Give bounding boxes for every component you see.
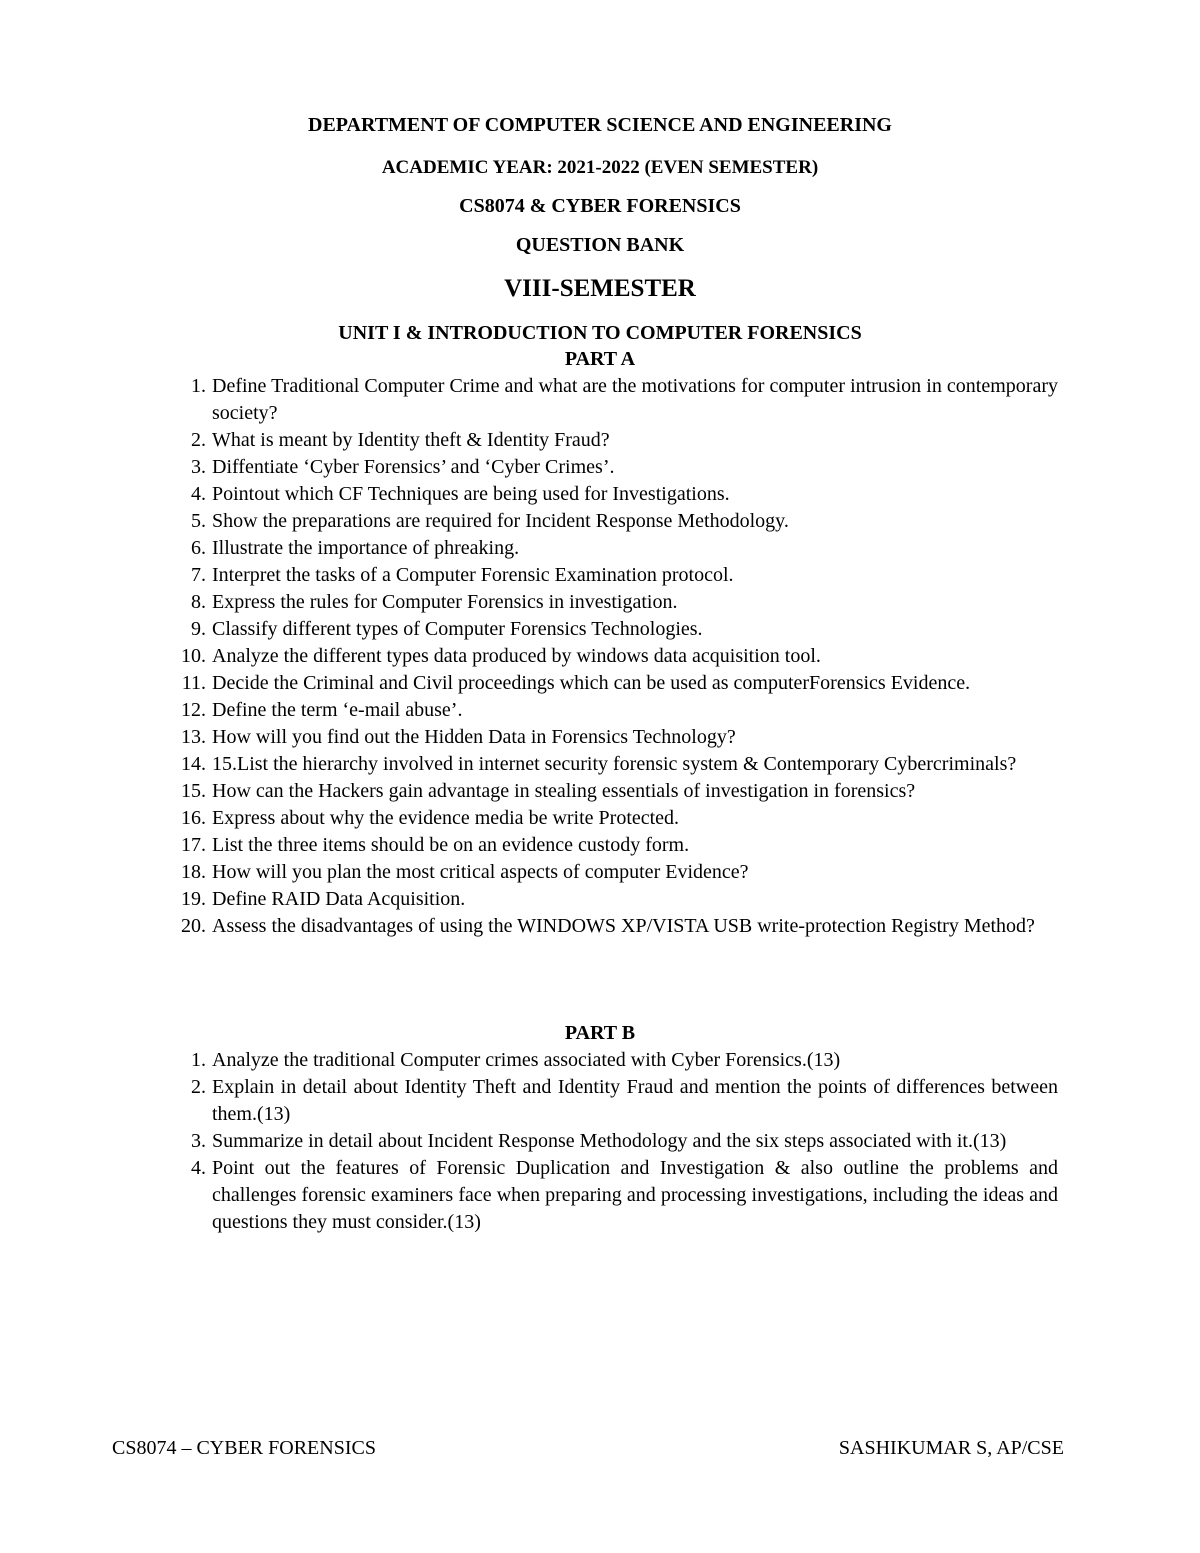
question-text: Define RAID Data Acquisition. xyxy=(212,888,466,910)
question-number: 6. xyxy=(191,537,206,559)
question-text: How will you find out the Hidden Data in Forensics Technology? xyxy=(212,726,736,748)
list-item xyxy=(170,589,1058,616)
list-item xyxy=(170,724,1058,751)
list-item xyxy=(170,562,1058,589)
question-text: Show the preparations are required for Incident Response Methodology. xyxy=(212,510,789,532)
question-number: 3. xyxy=(191,456,206,478)
question-number: 11. xyxy=(181,672,206,694)
question-number: 12. xyxy=(181,699,206,721)
question-text: How will you plan the most critical aspects of computer Evidence? xyxy=(212,861,749,883)
question-number: 4. xyxy=(191,1157,206,1179)
footer-course: CS8074 – CYBER FORENSICS xyxy=(112,1437,376,1459)
list-item xyxy=(170,535,1058,562)
list-item xyxy=(170,1128,1058,1155)
question-text: Diffentiate ‘Cyber Forensics’ and ‘Cyber Crimes’. xyxy=(212,456,615,478)
question-text: Define the term ‘e-mail abuse’. xyxy=(212,699,463,721)
list-item xyxy=(170,454,1058,481)
question-number: 16. xyxy=(181,807,206,829)
question-number: 1. xyxy=(191,375,206,397)
question-number: 1. xyxy=(191,1049,206,1071)
list-item xyxy=(170,913,1058,940)
question-number: 5. xyxy=(191,510,206,532)
list-item xyxy=(170,427,1058,454)
semester-heading: VIII-SEMESTER xyxy=(504,275,696,302)
question-text: What is meant by Identity theft & Identity Fraud? xyxy=(212,429,610,451)
course-heading: CS8074 & CYBER FORENSICS xyxy=(459,195,741,217)
list-item xyxy=(170,751,1058,778)
list-item xyxy=(170,616,1058,643)
question-number: 4. xyxy=(191,483,206,505)
unit-title: UNIT I & INTRODUCTION TO COMPUTER FORENSICS xyxy=(338,322,862,344)
list-item xyxy=(170,886,1058,913)
list-item xyxy=(170,481,1058,508)
question-text: Decide the Criminal and Civil proceedings which can be used as computerForensics Evidence. xyxy=(212,672,971,694)
list-item xyxy=(170,373,1058,427)
question-text: Analyze the traditional Computer crimes associated with Cyber Forensics.(13) xyxy=(212,1049,841,1071)
list-item xyxy=(170,1155,1058,1236)
question-text: Pointout which CF Techniques are being used for Investigations. xyxy=(212,483,730,505)
question-text: How can the Hackers gain advantage in stealing essentials of investigation in forensics? xyxy=(212,780,916,802)
question-number: 8. xyxy=(191,591,206,613)
question-number: 2. xyxy=(191,429,206,451)
part-a-question-list xyxy=(170,373,1058,940)
list-item xyxy=(170,832,1058,859)
question-text: Classify different types of Computer Forensics Technologies. xyxy=(212,618,703,640)
list-item xyxy=(170,670,1058,697)
list-item xyxy=(170,643,1058,670)
question-text: Define Traditional Computer Crime and what are the motivations for computer intrusion in contemporary society? xyxy=(212,375,1058,424)
list-item xyxy=(170,778,1058,805)
footer-author: SASHIKUMAR S, AP/CSE xyxy=(838,1437,1064,1459)
question-number: 7. xyxy=(191,564,206,586)
question-text: Assess the disadvantages of using the WINDOWS XP/VISTA USB write-protection Registry Method? xyxy=(212,915,1035,937)
question-number: 18. xyxy=(181,861,206,883)
part-b-question-list xyxy=(170,1047,1058,1236)
question-number: 15. xyxy=(181,780,206,802)
part-a-title: PART A xyxy=(564,348,636,370)
question-number: 13. xyxy=(181,726,206,748)
question-text: Interpret the tasks of a Computer Forensic Examination protocol. xyxy=(212,564,734,586)
part-b-title: PART B xyxy=(564,1022,636,1044)
list-item xyxy=(170,1047,1058,1074)
doc-type-heading: QUESTION BANK xyxy=(515,234,685,256)
question-number: 9. xyxy=(191,618,206,640)
question-number: 2. xyxy=(191,1076,206,1098)
department-heading: DEPARTMENT OF COMPUTER SCIENCE AND ENGINEERING xyxy=(308,114,892,136)
question-number: 10. xyxy=(181,645,206,667)
list-item xyxy=(170,508,1058,535)
question-text: Express the rules for Computer Forensics in investigation. xyxy=(212,591,678,613)
question-number: 20. xyxy=(181,915,206,937)
question-text: Express about why the evidence media be write Protected. xyxy=(212,807,680,829)
academic-year-heading: ACADEMIC YEAR: 2021-2022 (EVEN SEMESTER) xyxy=(381,157,819,178)
question-text: Point out the features of Forensic Duplication and Investigation & also outline the problems and challenges forensic examiners face when preparing and processing investigations, including the ideas and questions they must consider.(13) xyxy=(212,1157,1058,1233)
question-text: Explain in detail about Identity Theft and Identity Fraud and mention the points of differences between them.(13) xyxy=(212,1076,1058,1125)
question-text: Analyze the different types data produced by windows data acquisition tool. xyxy=(212,645,821,667)
question-text: Summarize in detail about Incident Response Methodology and the six steps associated with it.(13) xyxy=(212,1130,1007,1152)
question-text: 15.List the hierarchy involved in internet security forensic system & Contemporary Cybercriminals? xyxy=(212,753,1017,775)
list-item xyxy=(170,859,1058,886)
question-text: List the three items should be on an evidence custody form. xyxy=(212,834,690,856)
list-item xyxy=(170,697,1058,724)
list-item xyxy=(170,805,1058,832)
question-number: 14. xyxy=(181,753,206,775)
question-number: 3. xyxy=(191,1130,206,1152)
list-item xyxy=(170,1074,1058,1128)
question-text: Illustrate the importance of phreaking. xyxy=(212,537,520,559)
question-number: 17. xyxy=(181,834,206,856)
question-number: 19. xyxy=(181,888,206,910)
